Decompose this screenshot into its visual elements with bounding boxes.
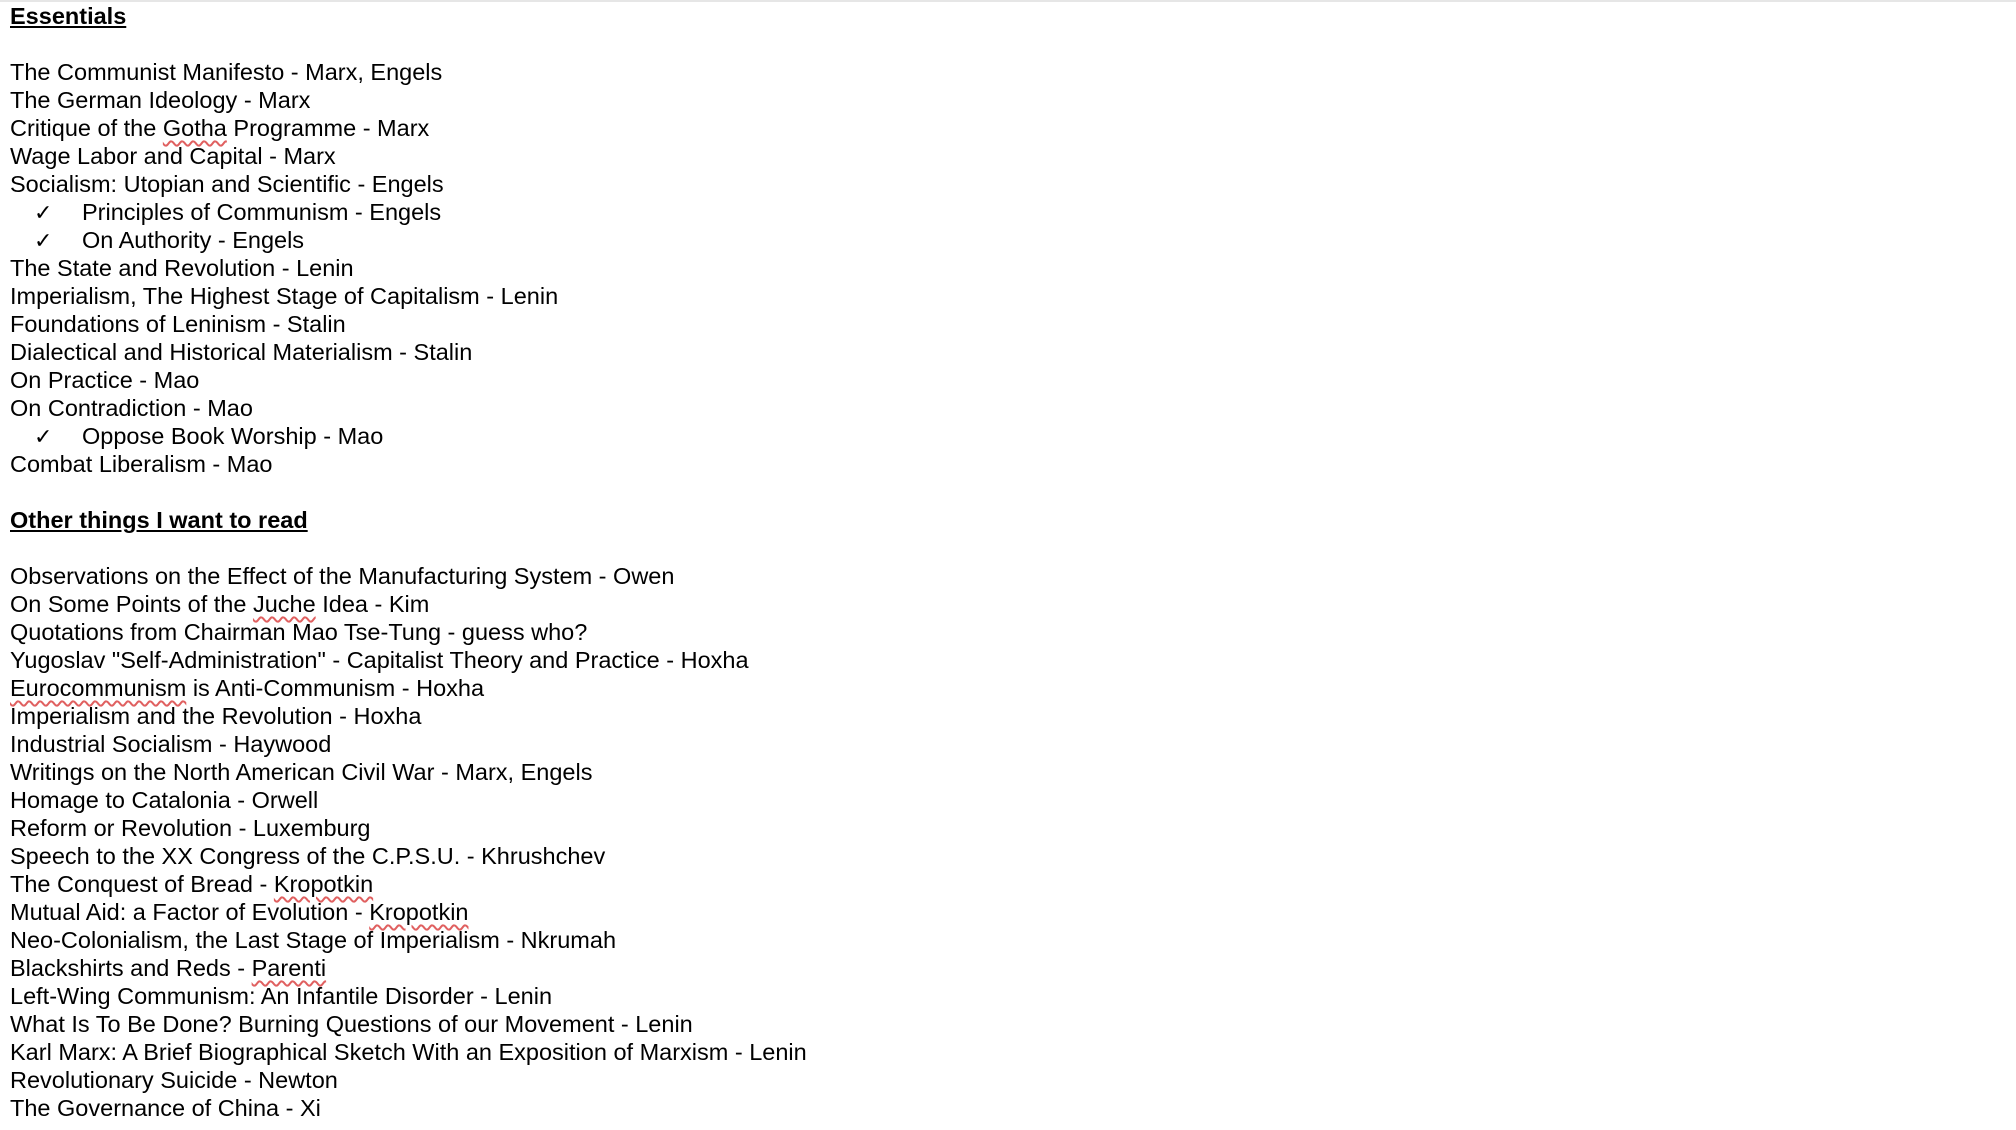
list-item <box>10 1094 2016 1122</box>
item-text: Wage Labor and Capital - Marx <box>10 143 336 169</box>
checkmark-icon: ✓ <box>34 228 53 253</box>
list-item <box>10 926 2016 954</box>
spellcheck-flagged-word[interactable]: Kropotkin <box>273 871 374 897</box>
essentials-heading: Essentials <box>10 3 127 29</box>
checked-list-item <box>10 422 2016 450</box>
list-item <box>10 450 2016 478</box>
list-item <box>10 394 2016 422</box>
item-text: Reform or Revolution - Luxemburg <box>10 815 371 841</box>
list-item <box>10 618 2016 646</box>
item-text: Idea - Kim <box>315 591 430 617</box>
item-text: On Authority - Engels <box>82 227 305 253</box>
spellcheck-flagged-word[interactable]: Parenti <box>251 955 327 981</box>
item-text: Homage to Catalonia - Orwell <box>10 787 319 813</box>
list-item <box>10 590 2016 618</box>
list-item <box>10 646 2016 674</box>
list-item <box>10 674 2016 702</box>
list-item <box>10 870 2016 898</box>
other-reading-heading: Other things I want to read <box>10 507 308 533</box>
spellcheck-flagged-word[interactable]: Eurocommunism <box>10 675 187 701</box>
spellcheck-flagged-word[interactable]: Kropotkin <box>369 899 469 925</box>
item-text: On Contradiction - Mao <box>10 395 253 421</box>
item-text: Observations on the Effect of the Manufacturing System - Owen <box>10 563 675 589</box>
item-text: Foundations of Leninism - Stalin <box>10 311 346 337</box>
item-text: Blackshirts and Reds - <box>10 955 252 981</box>
item-text: Quotations from Chairman Mao Tse-Tung - guess who? <box>10 619 588 645</box>
item-text: Socialism: Utopian and Scientific - Engels <box>10 171 444 197</box>
list-item <box>10 86 2016 114</box>
item-text: Left-Wing Communism: An Infantile Disorder - Lenin <box>10 983 553 1009</box>
item-text: Yugoslav "Self-Administration" - Capitalist Theory and Practice - Hoxha <box>10 647 749 673</box>
list-item <box>10 254 2016 282</box>
item-text: Combat Liberalism - Mao <box>10 451 273 477</box>
list-item <box>10 1010 2016 1038</box>
item-text: Principles of Communism - Engels <box>82 199 442 225</box>
item-text: On Practice - Mao <box>10 367 200 393</box>
list-item <box>10 562 2016 590</box>
list-item <box>10 114 2016 142</box>
list-item <box>10 142 2016 170</box>
item-text: What Is To Be Done? Burning Questions of our Movement - Lenin <box>10 1011 693 1037</box>
item-text: is Anti-Communism - Hoxha <box>186 675 485 701</box>
checked-list-item <box>10 226 2016 254</box>
checkmark-icon: ✓ <box>34 200 53 225</box>
list-item <box>10 730 2016 758</box>
list-item <box>10 786 2016 814</box>
blank-line <box>10 534 2016 562</box>
item-text: The State and Revolution - Lenin <box>10 255 354 281</box>
list-item <box>10 814 2016 842</box>
other-reading-list <box>10 562 2016 1122</box>
item-text: Writings on the North American Civil War - Marx, Engels <box>10 759 593 785</box>
list-item <box>10 1038 2016 1066</box>
item-text: The Governance of China - Xi <box>10 1095 321 1121</box>
item-text: Speech to the XX Congress of the C.P.S.U. - Khrushchev <box>10 843 606 869</box>
list-item <box>10 954 2016 982</box>
list-item <box>10 1066 2016 1094</box>
list-item <box>10 170 2016 198</box>
item-text: The Communist Manifesto - Marx, Engels <box>10 59 443 85</box>
list-item <box>10 58 2016 86</box>
item-text: Mutual Aid: a Factor of Evolution - <box>10 899 370 925</box>
item-text: Imperialism, The Highest Stage of Capitalism - Lenin <box>10 283 559 309</box>
essentials-list <box>10 58 2016 478</box>
item-text: Critique of the <box>10 115 163 141</box>
item-text: The German Ideology - Marx <box>10 87 311 113</box>
list-item <box>10 366 2016 394</box>
checked-list-item <box>10 198 2016 226</box>
item-text: The Conquest of Bread - <box>10 871 274 897</box>
item-text: Industrial Socialism - Haywood <box>10 731 332 757</box>
list-item <box>10 842 2016 870</box>
blank-line <box>10 30 2016 58</box>
item-text: Imperialism and the Revolution - Hoxha <box>10 703 422 729</box>
item-text: Programme - Marx <box>226 115 430 141</box>
blank-line <box>10 478 2016 506</box>
spellcheck-flagged-word[interactable]: Gotha <box>162 115 227 141</box>
item-text: Revolutionary Suicide - Newton <box>10 1067 338 1093</box>
list-item <box>10 310 2016 338</box>
list-item <box>10 982 2016 1010</box>
item-text: Oppose Book Worship - Mao <box>82 423 384 449</box>
list-item <box>10 702 2016 730</box>
checkmark-icon: ✓ <box>34 424 53 449</box>
spellcheck-flagged-word[interactable]: Juche <box>252 591 316 617</box>
list-item <box>10 758 2016 786</box>
list-item <box>10 898 2016 926</box>
item-text: Neo-Colonialism, the Last Stage of Imperialism - Nkrumah <box>10 927 617 953</box>
item-text: Dialectical and Historical Materialism - Stalin <box>10 339 473 365</box>
item-text: Karl Marx: A Brief Biographical Sketch With an Exposition of Marxism - Lenin <box>10 1039 807 1065</box>
list-item <box>10 338 2016 366</box>
list-item <box>10 282 2016 310</box>
item-text: On Some Points of the <box>10 591 253 617</box>
